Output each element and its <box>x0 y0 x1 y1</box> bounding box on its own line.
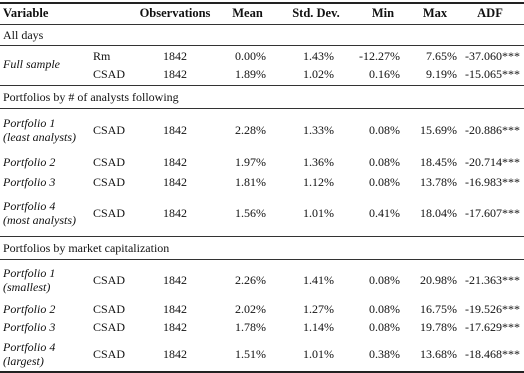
variable-cell: CSAD <box>93 301 126 316</box>
max-cell: 15.69% <box>420 122 457 137</box>
portfolio-subtitle: (least analysts) <box>3 130 76 144</box>
mean-cell: 0.00% <box>235 48 266 63</box>
min-cell: 0.08% <box>369 301 400 316</box>
variable-cell: CSAD <box>93 346 126 361</box>
min-cell: 0.08% <box>369 174 400 189</box>
variable-cell: CSAD <box>93 122 126 137</box>
table-row <box>0 337 524 371</box>
portfolio-label <box>3 337 55 371</box>
variable-cell: CSAD <box>93 319 126 334</box>
mean-cell: 1.89% <box>235 66 266 81</box>
header-variable: Variable <box>3 5 49 20</box>
portfolio-name: Portfolio 1 <box>3 266 56 280</box>
sd-cell: 1.36% <box>303 154 334 169</box>
sd-cell: 1.01% <box>303 205 334 220</box>
min-cell: -12.27% <box>359 48 400 63</box>
adf-cell: -17.629*** <box>465 319 520 334</box>
portfolio-label <box>3 113 76 147</box>
adf-cell: -15.065*** <box>465 66 520 81</box>
sd-cell: 1.14% <box>303 319 334 334</box>
max-cell: 18.04% <box>420 205 457 220</box>
adf-cell: -37.060*** <box>465 48 520 63</box>
header-max: Max <box>422 5 448 20</box>
min-cell: 0.08% <box>369 122 400 137</box>
header-row <box>0 3 524 23</box>
max-cell: 9.19% <box>426 66 457 81</box>
header-rule <box>0 24 524 25</box>
mean-cell: 2.28% <box>235 122 266 137</box>
adf-cell: -18.468*** <box>465 346 520 361</box>
table-row <box>0 196 524 230</box>
max-cell: 20.98% <box>420 272 457 287</box>
table-row <box>0 46 524 66</box>
adf-cell: -17.607*** <box>465 205 520 220</box>
obs-cell: 1842 <box>163 205 187 220</box>
table-row <box>0 317 524 337</box>
sd-cell: 1.33% <box>303 122 334 137</box>
obs-cell: 1842 <box>163 122 187 137</box>
max-cell: 19.78% <box>420 319 457 334</box>
portfolio-name: Portfolio 3 <box>3 174 56 189</box>
min-cell: 0.08% <box>369 319 400 334</box>
mean-cell: 2.02% <box>235 301 266 316</box>
portfolio-name: Portfolio 4 <box>3 340 56 354</box>
variable-cell: CSAD <box>93 154 126 169</box>
portfolio-subtitle: (smallest) <box>3 280 51 294</box>
section-rule <box>0 108 524 109</box>
min-cell: 0.41% <box>369 205 400 220</box>
sd-cell: 1.02% <box>303 66 334 81</box>
portfolio-name: Portfolio 2 <box>3 301 56 316</box>
max-cell: 13.78% <box>420 174 457 189</box>
portfolio-name: Portfolio 2 <box>3 154 56 169</box>
portfolio-label <box>3 196 76 230</box>
obs-cell: 1842 <box>163 319 187 334</box>
section-all-days: All days <box>3 27 44 42</box>
variable-cell: Rm <box>93 48 111 63</box>
mean-cell: 1.51% <box>235 346 266 361</box>
portfolio-subtitle: (most analysts) <box>3 213 76 227</box>
portfolio-label <box>3 263 55 297</box>
table-row <box>0 152 524 172</box>
variable-cell: CSAD <box>93 174 126 189</box>
sd-cell: 1.41% <box>303 272 334 287</box>
variable-cell: CSAD <box>93 66 126 81</box>
section-analysts: Portfolios by # of analysts following <box>3 89 179 104</box>
table-row <box>0 299 524 319</box>
table-row <box>0 64 524 84</box>
adf-cell: -19.526*** <box>465 301 520 316</box>
portfolio-name: Portfolio 1 <box>3 116 56 130</box>
mean-cell: 1.78% <box>235 319 266 334</box>
table-row <box>0 263 524 297</box>
table-row <box>0 113 524 147</box>
min-cell: 0.08% <box>369 154 400 169</box>
header-std-dev: Std. Dev. <box>292 5 340 20</box>
section-rule <box>0 85 524 86</box>
mean-cell: 1.97% <box>235 154 266 169</box>
max-cell: 13.68% <box>420 346 457 361</box>
min-cell: 0.08% <box>369 272 400 287</box>
obs-cell: 1842 <box>163 48 187 63</box>
mean-cell: 2.26% <box>235 272 266 287</box>
adf-cell: -16.983*** <box>465 174 520 189</box>
section-rule <box>0 236 524 237</box>
section-market-cap: Portfolios by market capitalization <box>3 240 170 255</box>
adf-cell: -20.714*** <box>465 154 520 169</box>
max-cell: 7.65% <box>426 48 457 63</box>
mean-cell: 1.56% <box>235 205 266 220</box>
obs-cell: 1842 <box>163 272 187 287</box>
mean-cell: 1.81% <box>235 174 266 189</box>
section-rule <box>0 259 524 260</box>
obs-cell: 1842 <box>163 154 187 169</box>
variable-cell: CSAD <box>93 272 126 287</box>
obs-cell: 1842 <box>163 66 187 81</box>
header-adf: ADF <box>477 5 503 20</box>
header-mean: Mean <box>232 5 263 20</box>
header-observations: Observations <box>139 5 211 20</box>
obs-cell: 1842 <box>163 301 187 316</box>
full-sample-label: Full sample <box>3 56 60 71</box>
adf-cell: -20.886*** <box>465 122 520 137</box>
variable-cell: CSAD <box>93 205 126 220</box>
header-min: Min <box>371 5 395 20</box>
sd-cell: 1.43% <box>303 48 334 63</box>
min-cell: 0.16% <box>369 66 400 81</box>
obs-cell: 1842 <box>163 346 187 361</box>
adf-cell: -21.363*** <box>465 272 520 287</box>
table-row <box>0 172 524 192</box>
sd-cell: 1.27% <box>303 301 334 316</box>
portfolio-name: Portfolio 3 <box>3 319 56 334</box>
obs-cell: 1842 <box>163 174 187 189</box>
portfolio-subtitle: (largest) <box>3 354 44 368</box>
max-cell: 16.75% <box>420 301 457 316</box>
sd-cell: 1.12% <box>303 174 334 189</box>
sd-cell: 1.01% <box>303 346 334 361</box>
portfolio-name: Portfolio 4 <box>3 199 56 213</box>
min-cell: 0.38% <box>369 346 400 361</box>
max-cell: 18.45% <box>420 154 457 169</box>
